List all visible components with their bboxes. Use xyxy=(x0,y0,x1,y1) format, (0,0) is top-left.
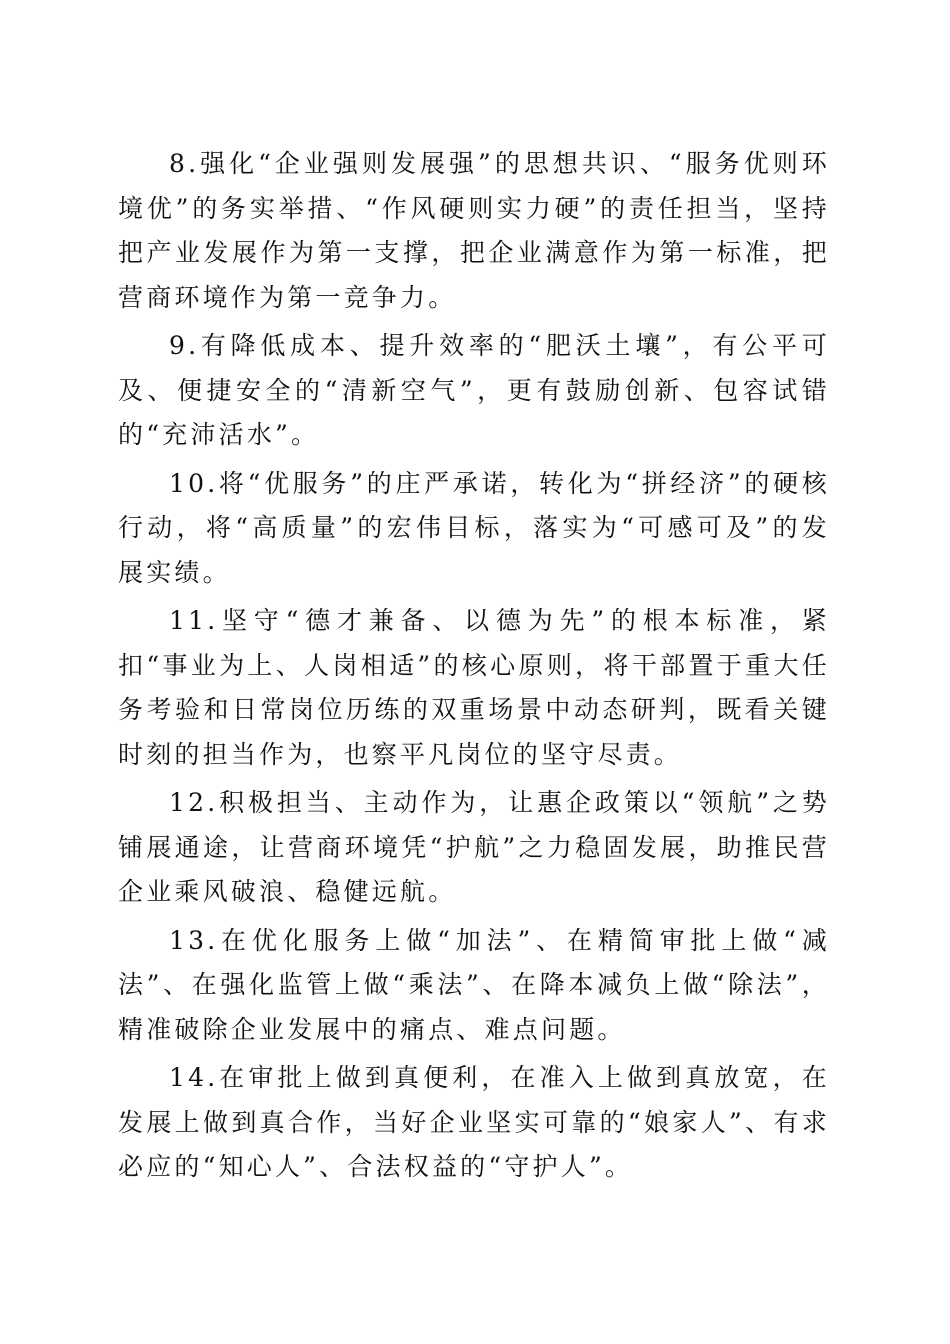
paragraph-11: 11.坚守“德才兼备、以德为先”的根本标准，紧扣“事业为上、人岗相适”的核心原则，将干部置于重大任务考验和日常岗位历练的双重场景中动态研判，既看关键时刻的担当作为，也察平凡岗位的坚守尽责。 xyxy=(118,606,830,769)
paragraph-14: 14.在审批上做到真便利，在准入上做到真放宽，在发展上做到真合作，当好企业坚实可靠的“娘家人”、有求必应的“知心人”、合法权益的“守护人”。 xyxy=(118,1063,830,1181)
paragraph-13: 13.在优化服务上做“加法”、在精简审批上做“减法”、在强化监管上做“乘法”、在降本减负上做“除法”，精准破除企业发展中的痛点、难点问题。 xyxy=(118,925,830,1044)
paragraph-12: 12.积极担当、主动作为，让惠企政策以“领航”之势铺展通途，让营商环境凭“护航”之力稳固发展，助推民营企业乘风破浪、稳健远航。 xyxy=(118,788,830,906)
paragraph-9: 9.有降低成本、提升效率的“肥沃土壤”，有公平可及、便捷安全的“清新空气”，更有鼓励创新、包容试错的“充沛活水”。 xyxy=(118,331,830,449)
paragraph-10: 10.将“优服务”的庄严承诺，转化为“拼经济”的硬核行动，将“高质量”的宏伟目标，落实为“可感可及”的发展实绩。 xyxy=(118,468,830,587)
paragraph-8: 8.强化“企业强则发展强”的思想共识、“服务优则环境优”的务实举措、“作风硬则实力硬”的责任担当，坚持把产业发展作为第一支撑，把企业满意作为第一标准，把营商环境作为第一竞争力。 xyxy=(118,149,830,312)
document-page xyxy=(118,142,830,1194)
